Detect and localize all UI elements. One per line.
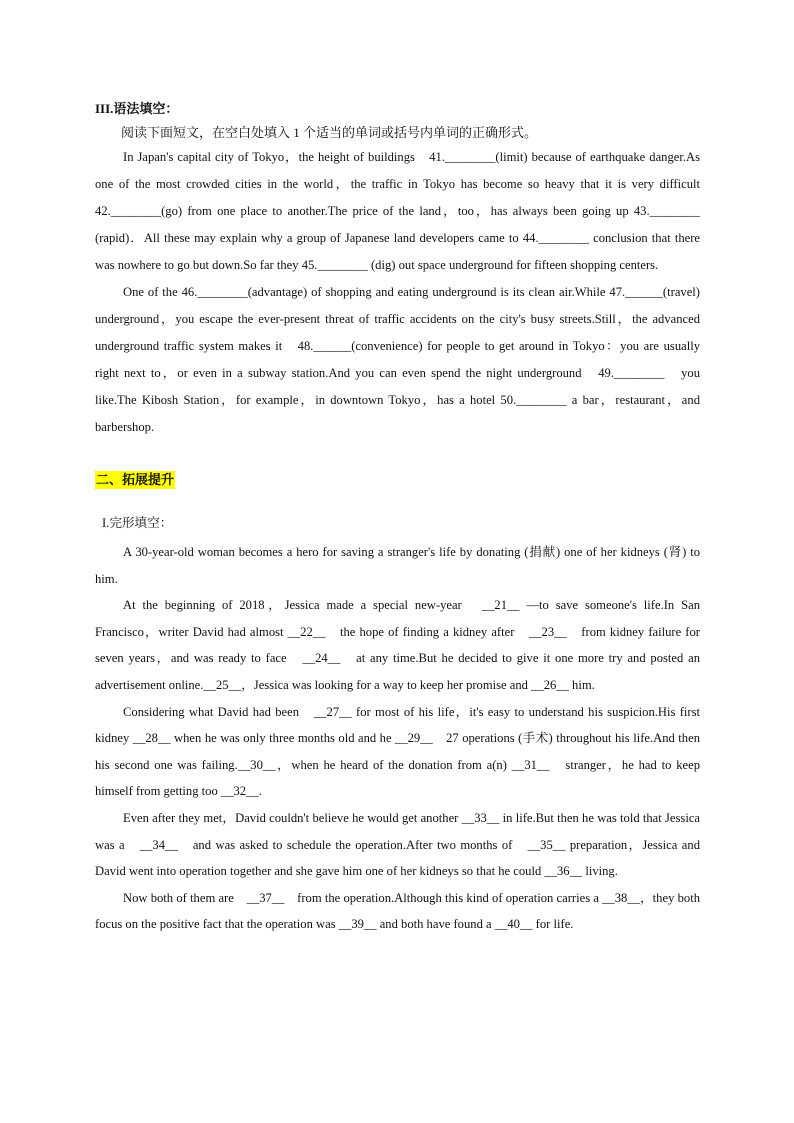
cloze-heading: I.完形填空： (102, 516, 173, 530)
grammar-paragraph-2: One of the 46.________(advantage) of shopping and eating underground is its clean air.While 47.______(travel) underground，you escape the ever-present threat of traffic accidents on the city's busy streets.Still，the advanced underground traffic system makes it 48.______(convenience) for people to get around in Tokyo：you are usually right next to，or even in a subway station.And you can even spend the night underground 49.________ you like.The Kibosh Station，for example，in downtown Tokyo，has a hotel 50.________ a bar，restaurant，and barbershop. (95, 285, 700, 434)
cloze-paragraph-5: Now both of them are __37__ from the operation.Although this kind of operation carries a __38__，they both focus on the positive fact that the operation was __39__ and both have found a __40__ for life. (95, 890, 700, 932)
cloze-paragraph-1: A 30-year-old woman becomes a hero for saving a stranger's life by donating (捐献) one of her kidneys (肾) to him. (95, 545, 700, 586)
grammar-paragraph-1: In Japan's capital city of Tokyo，the height of buildings 41.________(limit) because of earthquake danger.As one of the most crowded cities in the world，the traffic in Tokyo has become so heavy that it is very difficult 42.________(go) from one place to another.The price of the land，too，has always been going up 43.________ (rapid)．All these may explain why a group of Japanese land developers came to 44.________ conclusion that there was nowhere to go but down.So far they 45.________ (dig) out space underground for fifteen shopping centers. (95, 150, 700, 272)
cloze-paragraph-4: Even after they met，David couldn't believe he would get another __33__ in life.But then he was told that Jessica was a __34__ and was asked to schedule the operation.After two months of __35__ preparation，Jessica and David went into operation together and she gave him one of her kidneys so that he could __36__ living. (95, 810, 700, 879)
cloze-paragraph-3: Considering what David had been __27__ for most of his life，it's easy to understand his suspicion.His first kidney __28__ when he was only three months old and he __29__ 27 operations (手术) throughout his life.And then his second one was failing.__30__，when he heard of the donation from a(n) __31__ stranger，he had to keep himself from getting too __32__. (95, 704, 700, 799)
section-title-extension: 二、拓展提升 (96, 472, 175, 487)
grammar-instruction: 阅读下面短文，在空白处填入 1 个适当的单词或括号内单词的正确形式。 (121, 125, 538, 140)
worksheet-page (95, 100, 700, 938)
grammar-heading: III.语法填空： (95, 101, 179, 116)
cloze-paragraph-2: At the beginning of 2018，Jessica made a special new-year __21__ —to save someone's life.In San Francisco，writer David had almost __22__ the hope of finding a kidney after __23__ from kidney failure for seven years，and was ready to face __24__ at any time.But he decided to give it one more try and posted an advertisement online.__25__，Jessica was looking for a way to keep her promise and __26__ him. (95, 598, 700, 692)
